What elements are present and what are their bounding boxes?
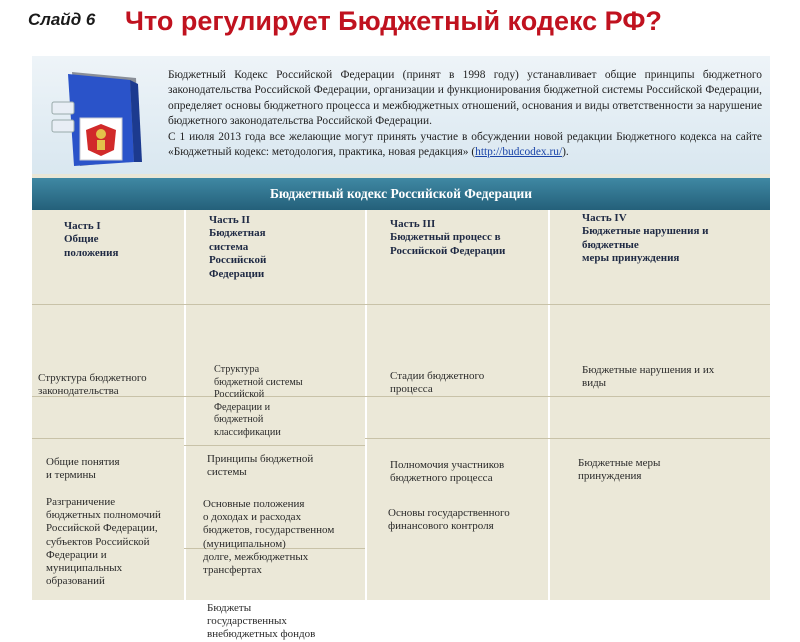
budcodex-link[interactable]: http://budcodex.ru/ (475, 146, 563, 159)
table-header: Бюджетный кодекс Российской Федерации (32, 178, 770, 210)
part-4-item-1: Бюджетные нарушения и их виды (582, 364, 715, 390)
part-2-item-3: Основные положения о доходах и расходах бюджетов, государственном (муниципальном) долге, межбюджетных трансфертах (203, 498, 335, 577)
part-4-heading: Часть IV Бюджетные нарушения и бюджетные меры принуждения (582, 212, 709, 265)
part-3-item-3: Основы государственного финансового контроля (388, 507, 510, 533)
content-frame (32, 56, 770, 641)
intro-paragraph-2-end: ). (562, 146, 569, 159)
row-divider (184, 445, 365, 446)
column-divider (365, 210, 367, 600)
part-1-heading: Часть I Общие положения (64, 220, 119, 259)
part-2-item-1: Структура бюджетной системы Российской Федерации и бюджетной классификации (214, 364, 303, 438)
part-3-item-1: Стадии бюджетного процесса (390, 370, 485, 396)
slide-title: Что регулирует Бюджетный кодекс РФ? (125, 6, 662, 36)
row-divider (32, 304, 770, 305)
intro-panel (32, 56, 770, 174)
column-divider (184, 210, 186, 600)
intro-text (168, 68, 762, 160)
column-divider (548, 210, 550, 600)
part-4-item-2: Бюджетные меры принуждения (578, 457, 661, 483)
budget-code-book-icon (50, 68, 158, 168)
intro-paragraph-2-text: С 1 июля 2013 года все желающие могут принять участие в обсуждении новой редакции Бюджетного кодекса на сайте «Бюджетный кодекс: методология, практика, новая редакция» ( (168, 130, 762, 159)
intro-paragraph-1: Бюджетный Кодекс Российской Федерации (принят в 1998 году) устанавливает общие принципы бюджетного законодательства Российской Федерации, организации и функционирования бюджетной системы Российской Федерации, определяет основы бюджетного процесса и межбюджетных отношений, основания и виды ответственности за нарушение бюджетного законодательства Российской Федерации. (168, 69, 762, 128)
row-divider (365, 438, 548, 439)
part-2-item-2: Принципы бюджетной системы (207, 453, 314, 479)
structure-table (32, 210, 770, 641)
part-2-item-4: Бюджеты государственных внебюджетных фондов (207, 602, 316, 641)
intro-paragraph-2 (168, 130, 762, 161)
part-1-item-2: Общие понятия и термины (46, 456, 120, 482)
row-divider (32, 438, 184, 439)
part-3-heading: Часть III Бюджетный процесс в Российской Федерации (390, 218, 506, 257)
part-1-item-1: Структура бюджетного законодательства (38, 372, 147, 398)
part-2-heading: Часть II Бюджетная система Российской Федерации (209, 214, 267, 280)
part-3-item-2: Полномочия участников бюджетного процесса (390, 459, 505, 485)
slide-number: Слайд 6 (28, 10, 96, 29)
row-divider (548, 438, 770, 439)
part-1-item-3: Разграничение бюджетных полномочий Российской Федерации, субъектов Российской Федерации и муниципальных образований (46, 496, 161, 588)
